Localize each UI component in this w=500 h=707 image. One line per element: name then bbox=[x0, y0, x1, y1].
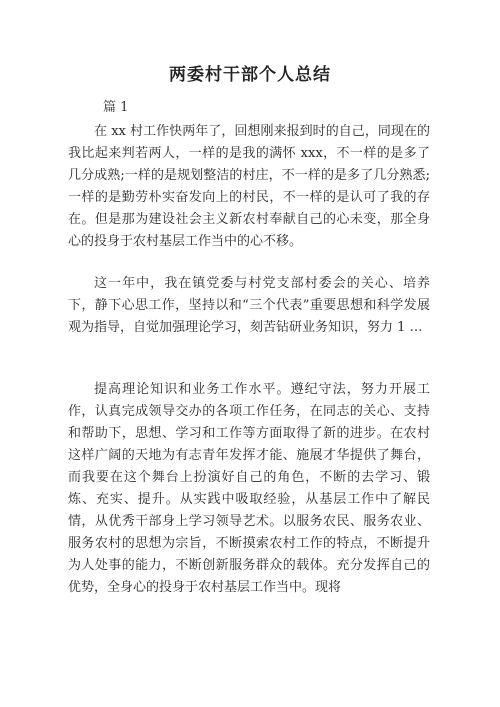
section-label: 篇 1 bbox=[103, 100, 129, 115]
paragraph-3: 提高理论知识和业务工作水平。遵纪守法，努力开展工作，认真完成领导交办的各项工作任务，在同志的关心、支持和帮助下，思想、学习和工作等方面取得了新的进步。在农村这样广阔的天地为有志青年发挥才能、施展才华提供了舞台，而我要在这个舞台上扮演好自己的角色，不断的去学习、锻炼、充实、提升。从实践中吸取经验，从基层工作中了解民情，从优秀干部身上学习领导艺术。以服务农民、服务农业、服务农村的思想为宗旨，不断摸索农村工作的特点，不断提升为人处事的能力，不断创新服务群众的载体。充分发挥自己的优势，全身心的投身于农村基层工作当中。现将 bbox=[68, 382, 430, 595]
paragraph-2: 这一年中，我在镇党委与村党支部村委会的关心、培养下，静下心思工作，坚持以和“三个代表”重要思想和科学发展观为指导，自觉加强理论学习，刻苦钻研业务知识，努力 1 … bbox=[68, 276, 430, 335]
document-title: 两委村干部个人总结 bbox=[169, 65, 331, 85]
paragraph-1: 在 xx 村工作快两年了，回想刚来报到时的自己，同现在的我比起来判若两人，一样的是我的满怀 xxx，不一样的是多了几分成熟;一样的是规划整洁的村庄，不一样的是多了几分熟悉;一样的是勤劳朴实奋发向上的村民，不一样的是认可了我的存在。但是那为建设社会主义新农村奉献自己的心未变，那全身心的投身于农村基层工作当中的心不移。 bbox=[68, 124, 430, 249]
